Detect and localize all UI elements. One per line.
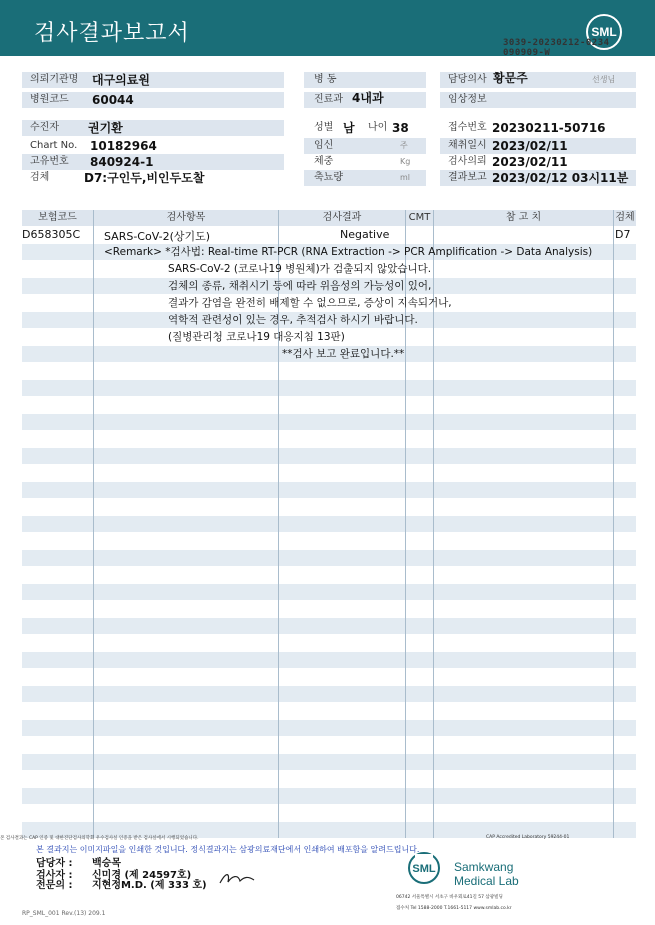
patient-label: 수진자 [30, 122, 59, 133]
table-stripe [22, 686, 636, 702]
table-stripe [22, 584, 636, 600]
row-test-result: Negative [340, 228, 390, 241]
age-value: 38 [392, 121, 409, 135]
report-value: 2023/02/12 03시11분 [492, 171, 629, 185]
dept-value: 4내과 [352, 91, 384, 105]
id-label: 고유번호 [30, 156, 69, 167]
report-complete-text: **검사 보고 완료입니다.** [282, 348, 405, 360]
header-cmt: CMT [408, 212, 431, 223]
company-address: 06742 서울특별시 서초구 바우뫼로41길 57 삼광빌딩 [396, 895, 503, 900]
remark-line: (질병관리청 코로나19 대응지침 13판) [168, 331, 345, 343]
doctor-suffix: 선생님 [592, 75, 616, 84]
specimen-value: D7:구인두,비인두도찰 [84, 171, 205, 185]
preg-unit: 주 [400, 141, 408, 150]
dept-label: 진료과 [314, 94, 343, 105]
clinical-label: 임상정보 [448, 94, 487, 105]
company-name-line1: Samkwang [454, 860, 514, 874]
header-test-item: 검사항목 [166, 212, 206, 223]
signature-icon [218, 868, 258, 888]
header-test-result: 검사결과 [322, 212, 362, 223]
sex-label: 성별 [314, 122, 334, 133]
urine-label: 축뇨량 [314, 172, 343, 183]
collect-value: 2023/02/11 [492, 139, 568, 153]
manager-name: 백승목 [92, 858, 121, 869]
manager-label: 담당자 : [36, 858, 73, 869]
doctor-value: 황문주 [493, 71, 528, 85]
weight-label: 체중 [314, 156, 334, 167]
doctor-label: 담당의사 [448, 74, 487, 85]
ward-label: 병 동 [314, 74, 337, 85]
report-label: 결과보고 [448, 172, 487, 183]
table-stripe [22, 754, 636, 770]
table-stripe [22, 414, 636, 430]
weight-unit: Kg [400, 157, 411, 166]
request-value: 2023/02/11 [492, 155, 568, 169]
row-test-item: SARS-CoV-2(상기도) [104, 230, 211, 243]
header-insurance-code: 보험코드 [38, 212, 77, 223]
hospcode-label: 병원코드 [30, 94, 69, 105]
table-stripe [22, 482, 636, 498]
document-id-line2: 090909-W [503, 48, 551, 58]
sml-logo-text: SML [591, 25, 617, 39]
patient-value: 권기환 [88, 121, 123, 135]
column-divider [93, 210, 94, 838]
remark-line: 검체의 종류, 채취시기 등에 따라 위음성의 가능성이 있어, [168, 280, 432, 292]
remark-line: 결과가 감염을 완전히 배제할 수 없으므로, 증상이 지속되거나, [168, 297, 452, 309]
certification-note: 본 검사결과는 CAP 인증 및 대한진단검사의학회 우수검사실 인증을 받은 검사실에서 시행되었습니다. [0, 836, 199, 841]
receipt-label: 접수번호 [448, 122, 487, 133]
table-stripe [22, 788, 636, 804]
remark-line: SARS-CoV-2 (코로나19 병원체)가 검출되지 않았습니다. [168, 263, 432, 275]
company-name-line2: Medical Lab [454, 874, 519, 888]
collect-label: 채취일시 [448, 140, 487, 151]
document-id-line1: 3039-20230212-0234 [503, 38, 610, 48]
table-stripe [22, 652, 636, 668]
sml-footer-logo-text: SML [412, 863, 436, 875]
column-divider [613, 210, 614, 838]
print-notice: 본 결과지는 이미지파일을 인쇄한 것입니다. 정식결과지는 삼광의료재단에서 인쇄하여 배포함을 알려드립니다. [36, 845, 420, 854]
company-phone: 접수처 Tel 1588-2000 T.1661-5117 www.smlab.co.kr [396, 906, 512, 911]
header-reference: 참 고 치 [505, 212, 542, 223]
table-stripe [22, 380, 636, 396]
remark-line: 역학적 관련성이 있는 경우, 추적검사 하시기 바랍니다. [168, 314, 418, 326]
hospital-value: 대구의료원 [92, 73, 150, 87]
table-stripe [22, 550, 636, 566]
chart-value: 10182964 [90, 139, 157, 153]
examiner-label: 검사자 : [36, 870, 73, 881]
hospital-label: 의뢰기관명 [30, 74, 79, 85]
specimen-label: 검체 [30, 172, 50, 183]
remark-line: <Remark> *검사법: Real-time RT-PCR (RNA Extraction -> PCR Amplification -> Data Analysis) [104, 246, 593, 258]
id-value: 840924-1 [90, 155, 154, 169]
row-specimen: D7 [615, 228, 631, 241]
urine-unit: ml [400, 173, 411, 182]
sml-footer-logo-icon [406, 850, 442, 886]
specialist-name: 지현정M.D. (제 333 호) [92, 880, 207, 891]
request-label: 검사의뢰 [448, 156, 487, 167]
report-title: 검사결과보고서 [34, 21, 190, 46]
receipt-value: 20230211-50716 [492, 121, 606, 135]
preg-label: 임신 [314, 140, 334, 151]
age-label: 나이 [368, 122, 388, 133]
header-specimen: 검체 [615, 212, 635, 223]
specialist-label: 전문의 : [36, 880, 73, 891]
sex-value: 남 [343, 121, 355, 135]
table-stripe [22, 448, 636, 464]
chart-label: Chart No. [30, 140, 78, 151]
table-stripe [22, 618, 636, 634]
table-stripe [22, 516, 636, 532]
cap-accreditation: CAP Accredited Laboratory 59244-01 [486, 835, 570, 840]
patient-row-band [22, 120, 284, 136]
table-stripe [22, 720, 636, 736]
form-code: RP_SML_001 Rev.(13) 209.1 [22, 910, 106, 917]
hospcode-value: 60044 [92, 93, 134, 107]
examiner-name: 신미경 (제 24597호) [92, 870, 192, 881]
row-insurance-code: D658305C [22, 228, 81, 241]
